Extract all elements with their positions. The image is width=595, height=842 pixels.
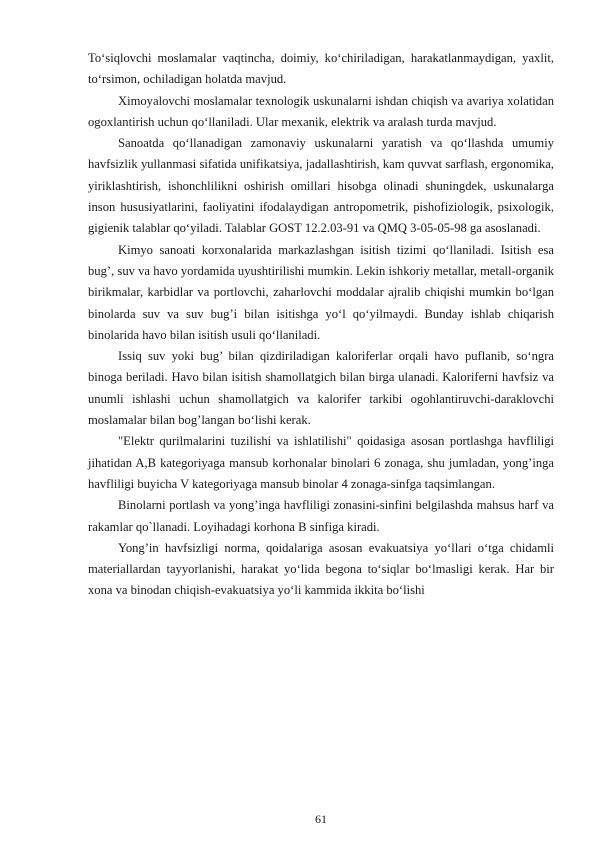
paragraph-fire-safety: Yong’in havfsizligi norma, qoidalariga asosan evakuatsiya yo‘llari o‘tga chidamli materiallardan tayyorlanishi, harakat yo‘lida begona to‘siqlar bo‘lmasligi kerak. Har bir xona va binodan chiqish-evakuatsiya yo‘li kammida ikkita bo‘lishi	[88, 540, 554, 598]
paragraph-zone-classification: Binolarni portlash va yong’inga havfliligi zonasini-sinfini belgilashda mahsus harf va rakamlar qo`llanadi. Loyihadagi korhona B sinfiga kiradi.	[88, 498, 554, 534]
paragraph-barriers: To‘siqlovchi moslamalar vaqtincha, doimiy, ko‘chiriladigan, harakatlanmaydigan, yaxlit, to‘rsimon, ochiladigan holatda mavjud.	[88, 51, 554, 87]
paragraph-heating-system: Kimyo sanoati korxonalarida markazlashgan isitish tizimi qo‘llaniladi. Isitish esa bug’, suv va havo yordamida uyushtirilishi mumkin. Lekin ishkoriy metallar, metall-organik birikmalar, karbidlar va portlovchi, zaharlovchi moddalar ajralib chiqishi mumkin bo‘lgan binolarda suv va suv bug’i bilan isitishga yo‘l qo‘yilmaydi. Bunday ishlab chiqarish binolarida havo bilan isitish usuli qo‘llaniladi.	[88, 242, 554, 342]
page-number: 61	[315, 812, 327, 826]
paragraph-equipment-safety: Sanoatda qo‘llanadigan zamonaviy uskunalarni yaratish va qo‘llashda umumiy havfsizlik yullanmasi sifatida unifikatsiya, jadallashtirish, kam quvvat sarflash, ergonomika, yiriklashtirish, ishonchlilikni oshirish omillari hisobga olinadi shuningdek, uskunalarga inson hususiyatlarini, faoliyatini ifodalaydigan antropometrik, pishofiziologik, psixologik, gigienik talablar qo‘yiladi. Talablar GOST 12.2.03-91 va QMQ 3-05-05-98 ga asoslanadi.	[88, 136, 554, 236]
paragraph-protective-devices: Ximoyalovchi moslamalar texnologik uskunalarni ishdan chiqish va avariya xolatidan ogoxlantirish uchun qo‘llaniladi. Ular mexanik, elektrik va aralash turda mavjud.	[88, 93, 554, 129]
paragraph-electrical-rules: "Elektr qurilmalarini tuzilishi va ishlatilishi" qoidasiga asosan portlashga havfliligi jihatidan A,B kategoriyaga mansub korhonalar binolari 6 zonaga, shu jumladan, yong’inga havfliligi buyicha V kategoriyaga mansub binolar 4 zonaga-sinfga taqsimlangan.	[88, 434, 554, 491]
paragraph-calorifers: Issiq suv yoki bug’ bilan qizdiriladigan kaloriferlar orqali havo puflanib, so‘ngra binoga beriladi. Havo bilan isitish shamollatgich bilan birga ulanadi. Kaloriferni havfsiz va unumli ishlashi uchun shamollatgich va kalorifer tarkibi ogohlantiruvchi-daraklovchi moslamalar bilan bog’langan bo‘lishi kerak.	[88, 349, 554, 428]
document-page	[88, 48, 554, 602]
